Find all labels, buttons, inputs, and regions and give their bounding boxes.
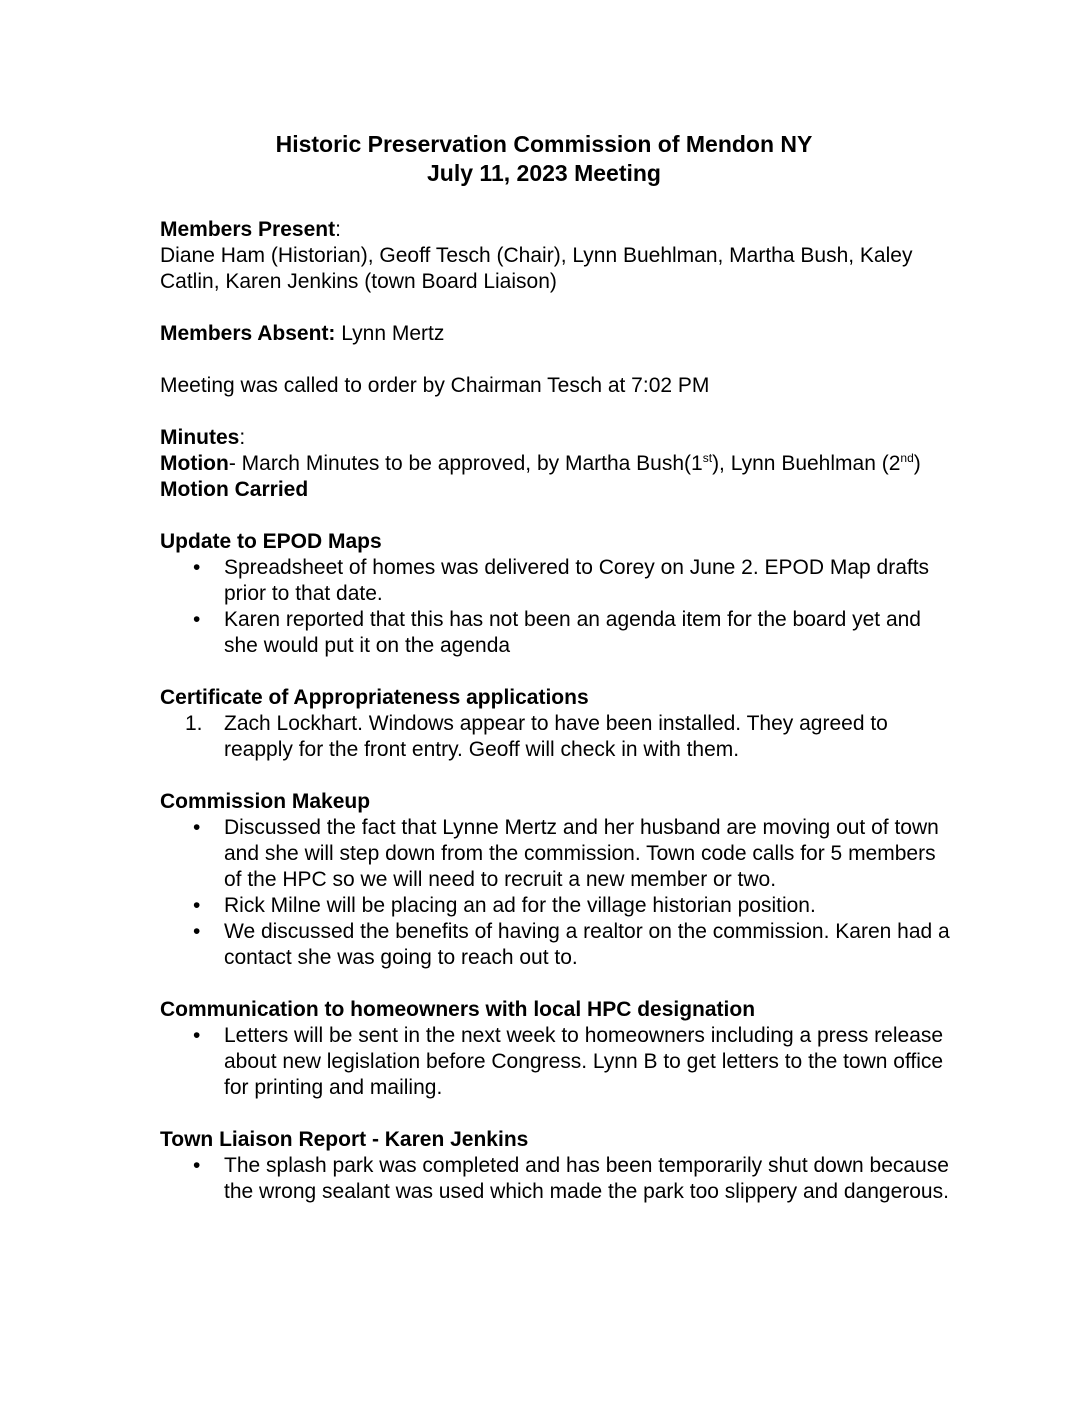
members-absent-names: Lynn Mertz [335,322,445,345]
members-present-list: Diane Ham (Historian), Geoff Tesch (Chair), Lynn Buehlman, Martha Bush, Kaley Catlin, Karen Jenkins (town Board Liaison) [160,244,913,293]
motion-carried [160,477,950,503]
list-item-text: Rick Milne will be placing an ad for the village historian position. [224,894,816,917]
communication-heading [160,997,950,1023]
list-item [160,607,950,659]
motion-text-b: ), Lynn Buehlman (2 [712,452,901,475]
motion-text-a: - March Minutes to be approved, by Martha Bush(1 [228,452,703,475]
members-absent-section [160,321,950,347]
motion-text-c: ) [913,452,921,475]
bullet-glyph: • [193,608,201,631]
title-line-1: Historic Preservation Commission of Mendon NY [275,131,813,157]
motion-sup-b: nd [900,451,914,465]
members-present-colon: : [335,218,341,241]
bullet-glyph: • [193,894,201,917]
bullet-glyph: • [193,1154,201,1177]
makeup-heading [160,789,950,815]
minutes-heading [160,425,950,451]
coa-section [160,685,950,763]
list-item [160,1153,950,1205]
bullet-glyph: • [193,920,201,943]
list-item [160,919,950,971]
makeup-heading-text: Commission Makeup [160,790,371,813]
call-to-order: Meeting was called to order by Chairman Tesch at 7:02 PM [160,374,710,397]
communication-heading-text: Communication to homeowners with local HPC designation [160,998,756,1021]
members-present-section [160,217,950,295]
epod-heading [160,529,950,555]
bullet-glyph: • [193,816,201,839]
liaison-section [160,1127,950,1205]
bullet-glyph: • [193,556,201,579]
minutes-colon: : [239,426,246,449]
makeup-section [160,789,950,971]
members-absent-line [160,321,950,347]
list-item [160,893,950,919]
minutes-label: Minutes [160,426,240,449]
list-item-text: Spreadsheet of homes was delivered to Corey on June 2. EPOD Map drafts prior to that date. [224,556,930,605]
motion-carried-text: Motion Carried [160,478,309,501]
epod-section [160,529,950,659]
list-item-text: Zach Lockhart. Windows appear to have been installed. They agreed to reapply for the front entry. Geoff will check in with them. [224,712,888,761]
list-item-text: The splash park was completed and has been temporarily shut down because the wrong sealant was used which made the park too slippery and dangerous. [224,1154,949,1203]
motion-label: Motion [160,452,229,475]
list-item [160,555,950,607]
epod-list [160,555,950,659]
list-number: 1. [185,712,203,735]
list-item-text: Discussed the fact that Lynne Mertz and her husband are moving out of town and she will step down from the commission. Town code calls for 5 members of the HPC so we will need to recruit a new member or two. [224,816,939,891]
epod-heading-text: Update to EPOD Maps [160,530,382,553]
document-title [0,130,1088,188]
document-body [160,217,950,1205]
coa-heading-text: Certificate of Appropriateness applications [160,686,589,709]
makeup-list [160,815,950,971]
communication-section [160,997,950,1101]
motion-sup-a: st [702,451,713,465]
list-item-text: We discussed the benefits of having a realtor on the commission. Karen had a contact she was going to reach out to. [224,920,950,969]
list-item-text: Karen reported that this has not been an agenda item for the board yet and she would put it on the agenda [224,608,921,657]
list-item [160,815,950,893]
communication-list [160,1023,950,1101]
liaison-heading [160,1127,950,1153]
list-item [160,711,950,763]
minutes-section [160,425,950,503]
title-line-2: July 11, 2023 Meeting [427,160,661,186]
liaison-heading-text: Town Liaison Report - Karen Jenkins [160,1128,529,1151]
members-present-label: Members Present [160,218,336,241]
list-item-text: Letters will be sent in the next week to homeowners including a press release about new legislation before Congress. Lynn B to get letters to the town office for printing and mailing. [224,1024,944,1099]
coa-list [160,711,950,763]
bullet-glyph: • [193,1024,201,1047]
minutes-motion [160,451,950,477]
members-absent-label: Members Absent: [160,322,336,345]
coa-heading [160,685,950,711]
list-item [160,1023,950,1101]
members-present-heading [160,217,950,243]
liaison-list [160,1153,950,1205]
